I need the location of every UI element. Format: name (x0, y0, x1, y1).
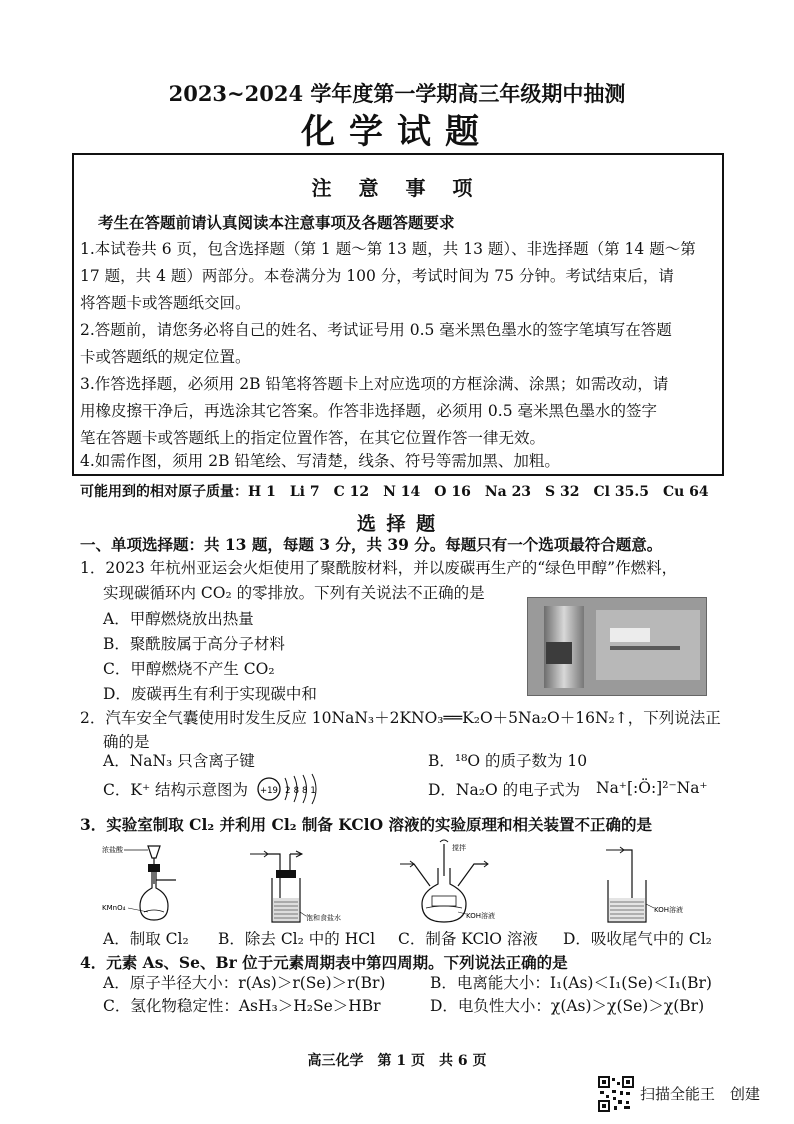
notice-line: 笔在答题卡或答题纸上的指定位置作答，在其它位置作答一律无效。 (80, 429, 546, 447)
notice-line: 3.作答选择题，必须用 2B 铅笔将答题卡上对应选项的方框涂满、涂黑；如需改动，请 (80, 375, 669, 393)
q1-option-d: D．废碳再生有利于实现碳中和 (103, 685, 317, 703)
k-ion-structure-diagram (256, 772, 326, 810)
q4-option-a: A．原子半径大小：r(As)＞r(Se)＞r(Br) (103, 974, 386, 992)
atomic-mass-line: 可能用到的相对原子质量：H 1 Li 7 C 12 N 14 O 16 Na 23 S 32 Cl 35.5 Cu 64 (80, 484, 709, 500)
apparatus-c (396, 838, 506, 928)
notice-box (72, 153, 724, 476)
apparatus-d (596, 842, 706, 926)
na2o-electron-formula: Na⁺[:Ö:]²⁻Na⁺ (596, 779, 708, 797)
k-nucleus-label: +19 (260, 786, 278, 796)
notice-title: 注 意 事 项 (311, 176, 483, 200)
qr-code-icon (598, 1076, 634, 1112)
q1-stem: 1．2023 年杭州亚运会火炬使用了聚酰胺材料，并以废碳再生产的“绿色甲醇”作燃料， (80, 559, 678, 577)
q1-option-b: B．聚酰胺属于高分子材料 (103, 635, 285, 653)
q1-option-c: C．甲醇燃烧不产生 CO₂ (103, 660, 275, 678)
label-conc-hcl: 浓盐酸 (102, 846, 123, 854)
exam-title: 2023~2024 学年度第一学期高三年级期中抽测 (168, 81, 626, 106)
page-footer: 高三化学 第 1 页 共 6 页 (307, 1053, 487, 1069)
notice-line: 用橡皮擦干净后，再选涂其它答案。作答非选择题，必须用 0.5 毫米黑色墨水的签字 (80, 402, 658, 420)
section-title: 选 择 题 (356, 513, 438, 535)
q3-option-c: C．制备 KClO 溶液 (398, 930, 538, 948)
label-nacl: 饱和食盐水 (306, 914, 341, 922)
apparatus-b (246, 848, 356, 928)
q4-option-d: D．电负性大小：χ(As)＞χ(Se)＞χ(Br) (430, 997, 705, 1015)
q2-option-b: B．¹⁸O 的质子数为 10 (428, 752, 588, 770)
torch-photo (527, 597, 707, 696)
notice-line: 4.如需作图，须用 2B 铅笔绘、写清楚，线条、符号等需加黑、加粗。 (80, 452, 560, 470)
q2-stem: 2．汽车安全气囊使用时发生反应 10NaN₃＋2KNO₃══K₂O＋5Na₂O＋16N₂↑，下列说法正 (80, 709, 721, 727)
section-intro: 一、单项选择题：共 13 题，每题 3 分，共 39 分。每题只有一个选项最符合题意。 (80, 535, 663, 554)
q2-option-d: D．Na₂O 的电子式为 (428, 781, 581, 799)
subject-title: 化学试题 (301, 112, 493, 152)
label-koh-2: KOH溶液 (654, 906, 683, 914)
notice-line: 1.本试卷共 6 页，包含选择题（第 1 题～第 13 题，共 13 题）、非选择题（第 14 题～第 (80, 240, 696, 258)
q4-stem: 4．元素 As、Se、Br 位于元素周期表中第四周期。下列说法正确的是 (80, 953, 568, 972)
label-kmno4: KMnO₄ (102, 904, 126, 912)
notice-line: 将答题卡或答题纸交回。 (80, 294, 251, 312)
notice-line: 卡或答题纸的规定位置。 (80, 348, 251, 366)
q4-option-b: B．电离能大小：I₁(As)＜I₁(Se)＜I₁(Br) (430, 974, 712, 992)
q3-option-b: B．除去 Cl₂ 中的 HCl (218, 930, 376, 948)
q2-stem: 确的是 (103, 733, 150, 751)
apparatus-a (100, 838, 190, 926)
label-koh: KOH溶液 (466, 912, 495, 920)
k-shell-electrons: 2881 (285, 786, 319, 796)
scanner-watermark: 扫描全能王 创建 (640, 1085, 761, 1103)
q1-stem: 实现碳循环内 CO₂ 的零排放。下列有关说法不正确的是 (103, 584, 485, 602)
notice-line: 考生在答题前请认真阅读本注意事项及各题答题要求 (98, 213, 455, 232)
q3-option-d: D．吸收尾气中的 Cl₂ (563, 930, 712, 948)
q4-option-c: C．氢化物稳定性：AsH₃＞H₂Se＞HBr (103, 997, 381, 1015)
q3-stem: 3．实验室制取 Cl₂ 并利用 Cl₂ 制备 KClO 溶液的实验原理和相关装置不正确的是 (80, 815, 652, 834)
q2-option-a: A．NaN₃ 只含离子键 (103, 752, 255, 770)
q3-option-a: A．制取 Cl₂ (103, 930, 189, 948)
q2-option-c: C．K⁺ 结构示意图为 (103, 781, 249, 799)
label-stir: 搅拌 (452, 844, 466, 852)
notice-line: 2.答题前，请您务必将自己的姓名、考试证号用 0.5 毫米黑色墨水的签字笔填写在答题 (80, 321, 672, 339)
notice-line: 17 题，共 4 题）两部分。本卷满分为 100 分，考试时间为 75 分钟。考试结束后，请 (80, 267, 674, 285)
q1-option-a: A．甲醇燃烧放出热量 (103, 610, 254, 628)
